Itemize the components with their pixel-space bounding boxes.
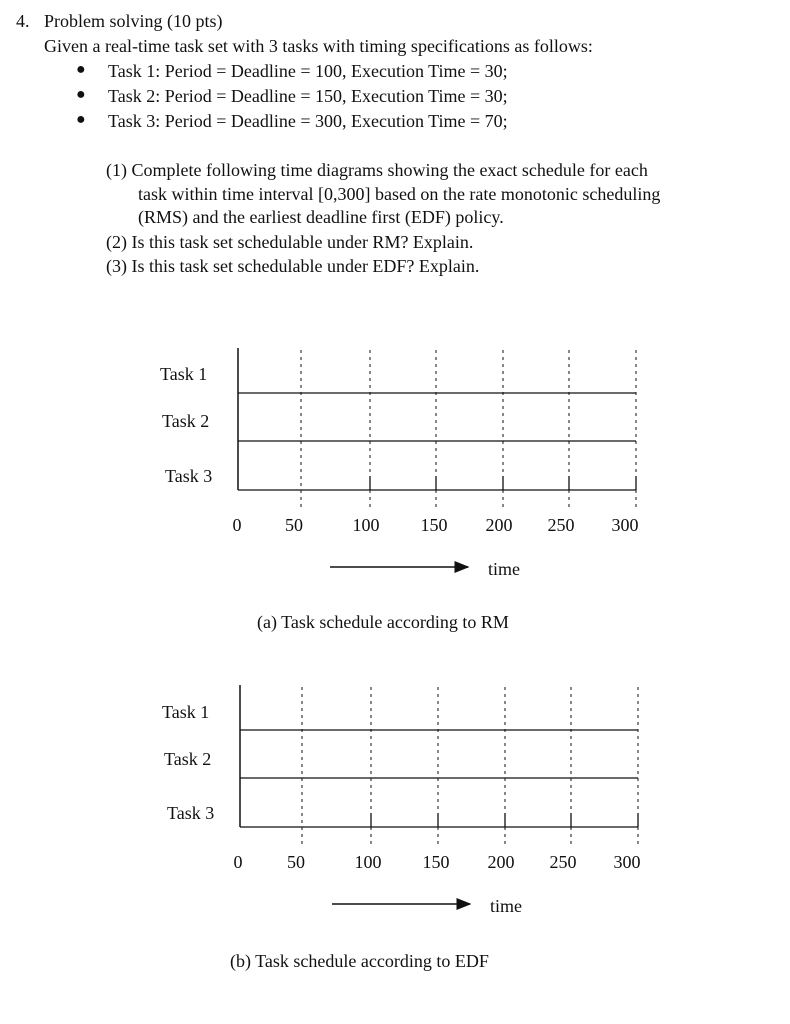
- row-label-task-2: Task 2: [164, 749, 212, 769]
- axis-label-time: time: [490, 896, 522, 916]
- edf-schedule-diagram: [0, 677, 790, 977]
- tick-label: 150: [422, 852, 450, 872]
- task-spec-1: Task 1: Period = Deadline = 100, Execution Time = 30;: [108, 61, 508, 81]
- rm-schedule-diagram: [0, 340, 790, 640]
- row-label-task-2: Task 2: [162, 411, 210, 431]
- tick-label: 50: [285, 515, 303, 535]
- question-1-line-3: (RMS) and the earliest deadline first (EDF) policy.: [138, 207, 504, 227]
- problem-intro: Given a real-time task set with 3 tasks with timing specifications as follows:: [44, 36, 593, 56]
- axis-label-time: time: [488, 559, 520, 579]
- problem-number: 4.: [16, 11, 30, 31]
- row-label-task-3: Task 3: [167, 803, 215, 823]
- tick-label: 100: [354, 852, 382, 872]
- tick-label: 0: [233, 852, 243, 872]
- bullet-icon: ●: [76, 86, 86, 103]
- question-2: (2) Is this task set schedulable under RM? Explain.: [106, 232, 474, 252]
- tick-label: 250: [547, 515, 575, 535]
- problem-title: Problem solving (10 pts): [44, 11, 223, 31]
- tick-label: 200: [487, 852, 515, 872]
- row-label-task-3: Task 3: [165, 466, 213, 486]
- tick-label: 300: [613, 852, 641, 872]
- tick-label: 100: [352, 515, 380, 535]
- tick-label: 50: [287, 852, 305, 872]
- question-1-line-2: task within time interval [0,300] based on the rate monotonic scheduling: [138, 184, 661, 204]
- bullet-icon: ●: [76, 61, 86, 78]
- row-label-task-1: Task 1: [162, 702, 210, 722]
- tick-label: 250: [549, 852, 577, 872]
- task-spec-2: Task 2: Period = Deadline = 150, Execution Time = 30;: [108, 86, 508, 106]
- tick-label: 200: [485, 515, 513, 535]
- tick-label: 150: [420, 515, 448, 535]
- task-spec-3: Task 3: Period = Deadline = 300, Execution Time = 70;: [108, 111, 508, 131]
- tick-label: 0: [232, 515, 242, 535]
- diagram-caption: (b) Task schedule according to EDF: [230, 951, 489, 971]
- question-3: (3) Is this task set schedulable under EDF? Explain.: [106, 256, 480, 276]
- bullet-icon: ●: [76, 111, 86, 128]
- row-label-task-1: Task 1: [160, 364, 208, 384]
- tick-label: 300: [611, 515, 639, 535]
- question-1-line-1: (1) Complete following time diagrams showing the exact schedule for each: [106, 160, 648, 180]
- diagram-caption: (a) Task schedule according to RM: [257, 612, 509, 632]
